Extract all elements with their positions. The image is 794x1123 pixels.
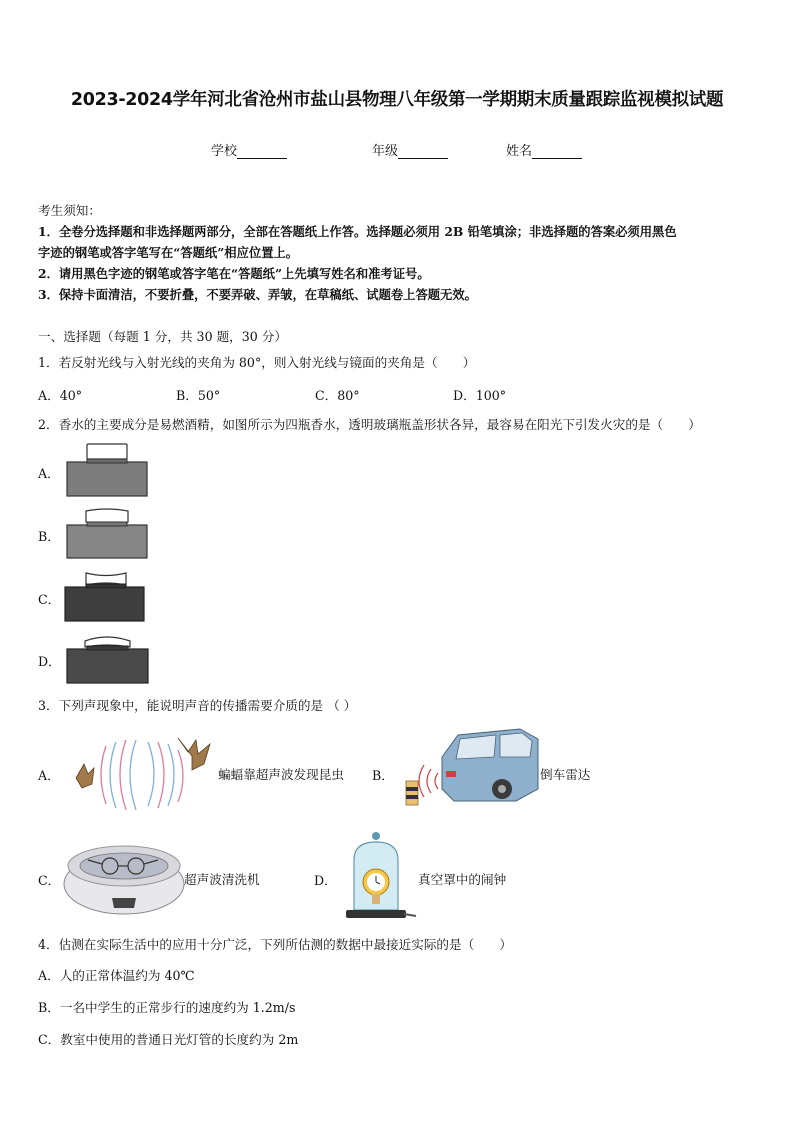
name-label: 姓名 [506,144,533,159]
ultrasonic-cleaner-image [62,836,186,918]
question-3-option-d: D． [314,873,337,888]
question-3-option-a-label: 蝙蝠靠超声波发现昆虫 [218,767,344,782]
school-blank [237,145,287,159]
question-1-option-b: B．50° [176,388,221,403]
school-field [211,140,287,159]
question-4-option-b: B．一名中学生的正常步行的速度约为 1.2m/s [38,1000,296,1015]
question-3-option-d-label: 真空罩中的闹钟 [418,872,507,887]
question-1-option-d: D．100° [453,388,507,403]
question-1-stem: 1．若反射光线与入射光线的夹角为 80°，则入射光线与镜面的夹角是（ ） [38,355,476,370]
question-3-option-b-label: 倒车雷达 [540,767,591,782]
question-1-option-c: C．80° [315,388,360,403]
vacuum-bell-jar-alarm-clock-image [342,830,418,920]
notice-item-3: 3．保持卡面清洁，不要折叠，不要弄破、弄皱，在草稿纸、试题卷上答题无效。 [38,287,477,302]
grade-label: 年级 [372,144,399,159]
name-blank [532,145,582,159]
question-4-stem: 4．估测在实际生活中的应用十分广泛，下列所估测的数据中最接近实际的是（ ） [38,937,512,952]
perfume-bottle-d-image [66,633,150,685]
car-reversing-radar-image [398,727,540,811]
notice-item-1b: 字迹的钢笔或答字笔写在“答题纸”相应位置上。 [38,245,299,260]
question-3-option-a: A． [38,768,60,783]
school-label: 学校 [211,144,238,159]
question-2-stem: 2．香水的主要成分是易燃酒精，如图所示为四瓶香水，透明玻璃瓶盖形状各异，最容易在阳光下引发火灾的是（ ） [38,417,701,432]
question-2-option-b: B． [38,529,60,544]
question-4-option-c: C．教室中使用的普通日光灯管的长度约为 2m [38,1032,299,1047]
question-3-option-c-label: 超声波清洗机 [184,872,260,887]
page-title: 2023-2024学年河北省沧州市盐山县物理八年级第一学期期末质量跟踪监视模拟试题 [70,90,724,110]
perfume-bottle-a-image [66,442,148,498]
name-field [506,140,582,159]
grade-field [372,140,448,159]
notice-item-2: 2．请用黑色字迹的钢笔或答字笔在“答题纸”上先填写姓名和准考证号。 [38,266,430,281]
perfume-bottle-b-image [66,508,148,560]
question-3-option-c: C． [38,873,61,888]
question-3-stem: 3．下列声现象中，能说明声音的传播需要介质的是 （ ） [38,698,357,713]
notice-item-1a: 1．全卷分选择题和非选择题两部分，全部在答题纸上作答。选择题必须用 2B 铅笔填涂；非选择题的答案必须用黑色 [38,224,677,239]
notice-heading: 考生须知： [38,203,101,218]
question-4-option-a: A．人的正常体温约为 40℃ [38,968,195,983]
question-2-option-c: C． [38,592,61,607]
bat-ultrasound-image [74,734,216,814]
perfume-bottle-c-image [64,571,146,623]
question-2-option-a: A． [38,466,60,481]
question-3-option-b: B． [372,768,394,783]
section-heading: 一、选择题（每题 1 分，共 30 题，30 分） [38,329,287,344]
question-2-option-d: D． [38,654,61,669]
grade-blank [398,145,448,159]
question-1-option-a: A．40° [38,388,83,403]
